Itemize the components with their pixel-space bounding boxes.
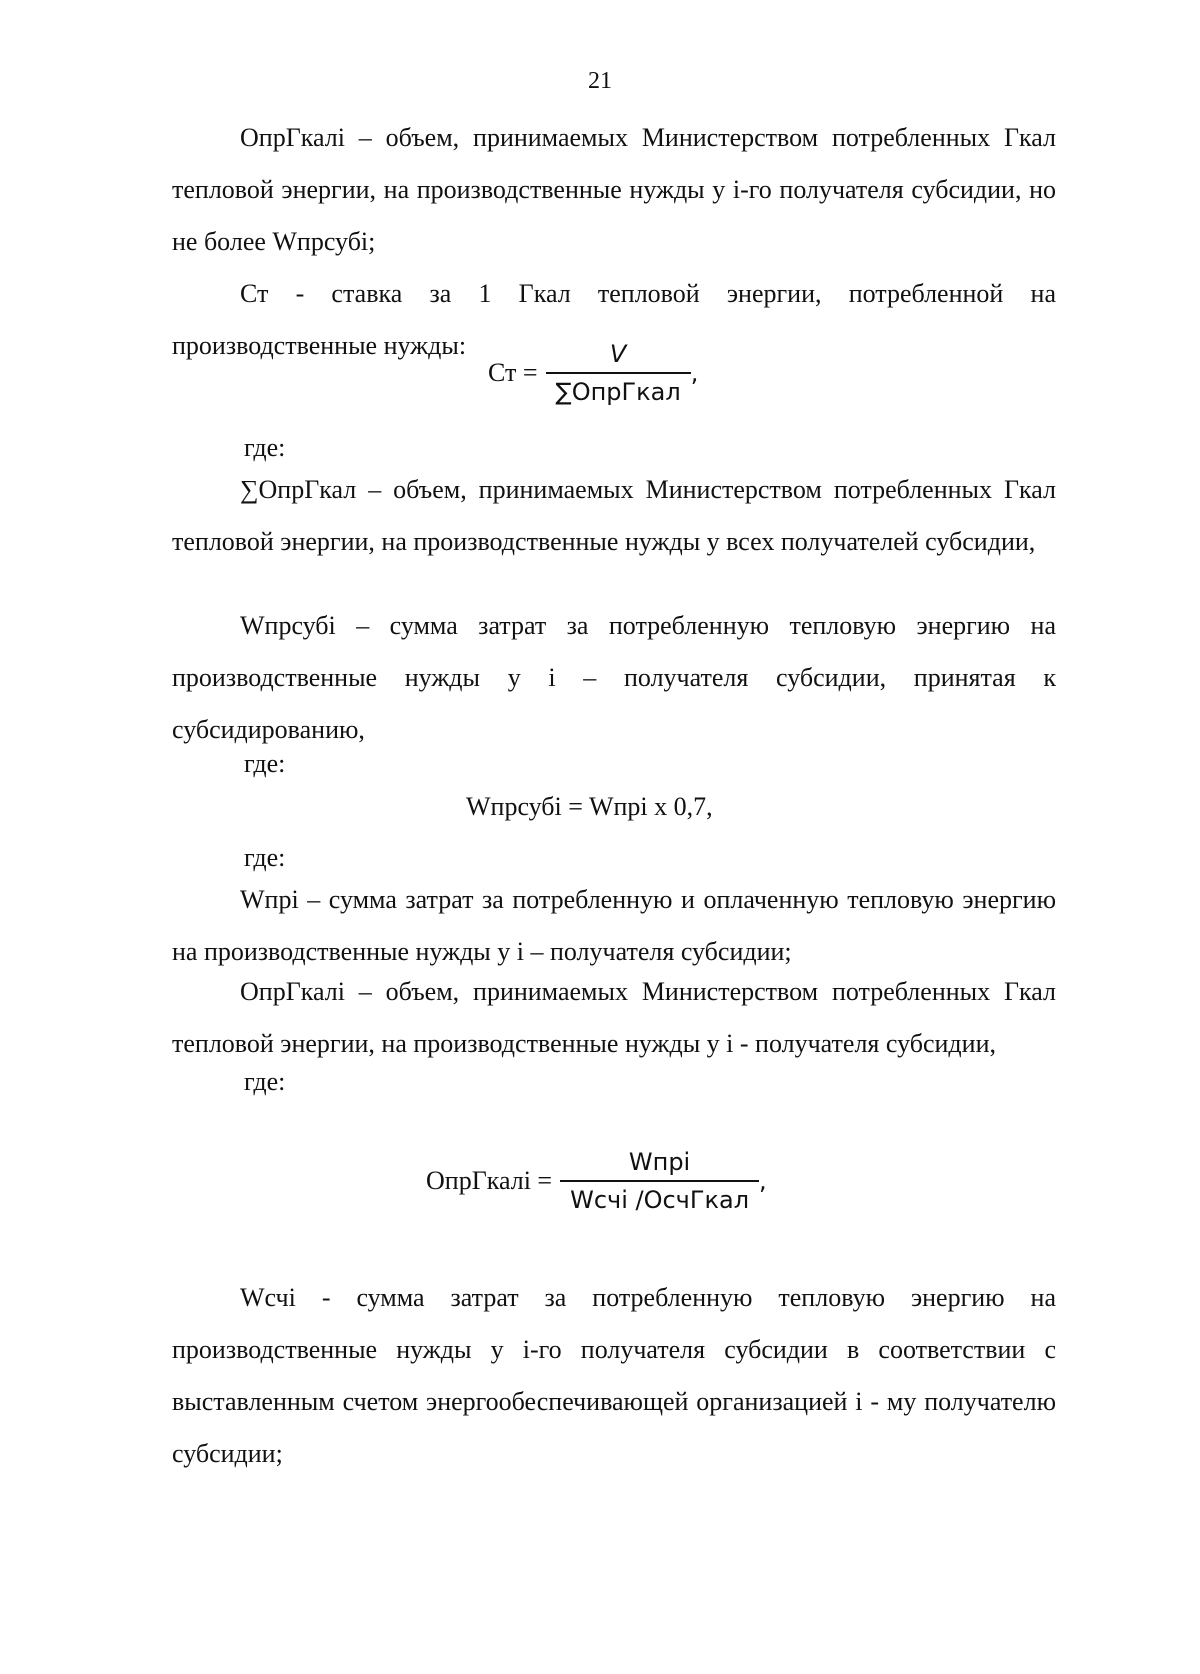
paragraph-opr-gkal-i-2: ОпрГкалi – объем, принимаемых Министерством потребленных Гкал тепловой энергии, на производственные нужды у i - получателя субсидии, <box>172 977 1056 1058</box>
paragraph-wpri: Wпрi – сумма затрат за потребленную и оплаченную тепловую энергию на производственные нужды у i – получателя субсидии; <box>172 885 1056 966</box>
formula-st-fraction <box>546 340 691 406</box>
paragraph-opr-gkal-i: ОпрГкалi – объем, принимаемых Министерством потребленных Гкал тепловой энергии, на производственные нужды у i-го получателя субсидии, но не более Wпрсубi; <box>172 123 1056 256</box>
paragraph-wprsub: Wпрсубi – сумма затрат за потребленную тепловую энергию на производственные нужды у i – получателя субсидии, принятая к субсидированию, <box>172 611 1056 744</box>
formula-opr-gkal-i-numerator: Wпрi <box>628 1148 691 1176</box>
where-label-3: где: <box>244 843 286 872</box>
formula-opr-gkal-i-lhs: ОпрГкалi = <box>426 1166 553 1195</box>
formula-opr-gkal-i-fraction <box>560 1148 759 1214</box>
formula-st-lhs: Ст = <box>488 358 538 387</box>
paragraph-st-rate: Ст - ставка за 1 Гкал тепловой энергии, потребленной на производственные нужды: <box>172 279 1056 360</box>
paragraph-sum-opr-gkal: ∑ОпрГкал – объем, принимаемых Министерством потребленных Гкал тепловой энергии, на производственные нужды у всех получателей субсидии, <box>172 475 1056 556</box>
where-label-4: где: <box>244 1067 286 1096</box>
formula-opr-gkal-i-denominator: Wсчi /ОсчГкал <box>560 1180 759 1214</box>
formula-wprsub-text: Wпрсубi = Wпрi х 0,7, <box>466 792 713 821</box>
formula-opr-gkal-i <box>426 1148 767 1214</box>
where-label-2: где: <box>244 749 286 778</box>
formula-st-numerator: V <box>609 340 627 368</box>
formula-st <box>488 340 698 406</box>
formula-st-denominator: ∑ОпрГкал <box>546 372 691 406</box>
paragraph-wschi: Wсчi - сумма затрат за потребленную тепловую энергию на производственные нужды у i-го получателя субсидии в соответствии с выставленным счетом энергообеспечивающей организацией i - му получателю субсидии; <box>172 1283 1056 1468</box>
formula-opr-gkal-i-tail: , <box>759 1167 767 1195</box>
page-number: 21 <box>588 68 612 94</box>
formula-st-tail: , <box>690 359 699 387</box>
formula-wprsub <box>466 792 713 822</box>
where-label-1: где: <box>244 433 286 462</box>
